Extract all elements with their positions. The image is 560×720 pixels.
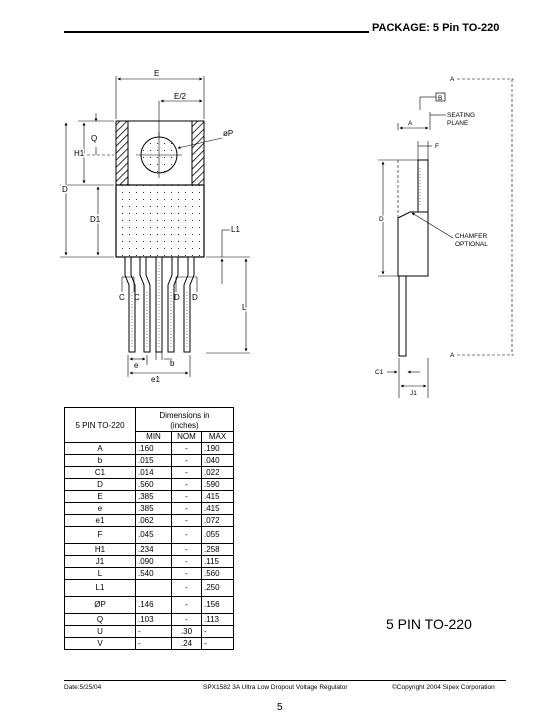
table-dims-header [136, 408, 234, 432]
row-max: .415 [202, 503, 234, 515]
footer-rule [64, 680, 506, 681]
table-row [65, 527, 234, 544]
dims-line2: (inches) [170, 421, 199, 430]
label-A-top: A [450, 76, 455, 83]
row-max: .113 [202, 614, 234, 626]
row-max: .022 [202, 467, 234, 479]
label-D-pin-2: D [192, 293, 198, 302]
row-nom: - [172, 503, 202, 515]
row-symbol: D [65, 479, 136, 491]
label-diam-P: øP [223, 129, 234, 138]
label-plane: PLANE [447, 120, 469, 127]
row-nom: - [172, 527, 202, 544]
row-max: .258 [202, 544, 234, 556]
row-min: .014 [136, 467, 172, 479]
row-max: .156 [202, 597, 234, 614]
row-nom: - [172, 556, 202, 568]
label-L1: L1 [231, 225, 240, 234]
row-nom: - [172, 455, 202, 467]
table-row [65, 491, 234, 503]
row-symbol: L1 [65, 580, 136, 597]
label-e: e [134, 361, 139, 370]
row-min: .234 [136, 544, 172, 556]
row-symbol: F [65, 527, 136, 544]
label-E-half: E/2 [174, 92, 187, 101]
row-nom: - [172, 597, 202, 614]
row-symbol: e [65, 503, 136, 515]
table-row [65, 597, 234, 614]
row-max: .072 [202, 515, 234, 527]
row-symbol: J1 [65, 556, 136, 568]
label-A-bottom: A [450, 352, 455, 359]
label-C1: C1 [375, 369, 384, 376]
row-min: .062 [136, 515, 172, 527]
row-max: - [202, 638, 234, 650]
table-row [65, 626, 234, 638]
row-nom: - [172, 580, 202, 597]
label-D: D [62, 185, 68, 194]
row-nom: - [172, 479, 202, 491]
label-H1: H1 [74, 149, 85, 158]
row-symbol: e1 [65, 515, 136, 527]
row-max: .560 [202, 568, 234, 580]
row-min: .015 [136, 455, 172, 467]
col-nom: NOM [172, 432, 202, 443]
row-symbol: C1 [65, 467, 136, 479]
page-title: PACKAGE: 5 Pin TO-220 [372, 22, 500, 34]
label-e1: e1 [151, 375, 160, 384]
table-row [65, 443, 234, 455]
table-row [65, 479, 234, 491]
row-symbol: A [65, 443, 136, 455]
side-lead [399, 276, 406, 356]
label-D1: D1 [90, 215, 101, 224]
dims-line1: Dimensions in [159, 411, 210, 420]
row-min [136, 580, 172, 597]
row-symbol: E [65, 491, 136, 503]
row-min: .385 [136, 491, 172, 503]
label-b: b [170, 359, 175, 368]
package-caption: 5 PIN TO-220 [386, 616, 472, 632]
row-max: .590 [202, 479, 234, 491]
col-max: MAX [202, 432, 234, 443]
row-min: - [136, 638, 172, 650]
label-Q: Q [91, 134, 98, 143]
row-min: .103 [136, 614, 172, 626]
row-max: .415 [202, 491, 234, 503]
row-max: - [202, 626, 234, 638]
dimensions-table [64, 407, 234, 650]
row-min: .385 [136, 503, 172, 515]
table-row [65, 455, 234, 467]
label-seating: SEATING [447, 112, 476, 119]
label-C-2: C [134, 293, 140, 302]
table-row [65, 614, 234, 626]
row-nom: - [172, 443, 202, 455]
row-nom: - [172, 614, 202, 626]
side-tab [418, 160, 428, 212]
table-row [65, 568, 234, 580]
row-nom: - [172, 515, 202, 527]
row-max: .250 [202, 580, 234, 597]
label-E: E [154, 69, 160, 78]
table-row [65, 544, 234, 556]
label-D-pin-1: D [174, 293, 180, 302]
row-nom: .30 [172, 626, 202, 638]
row-max: .040 [202, 455, 234, 467]
label-A-dim: A [408, 120, 413, 127]
row-min: .146 [136, 597, 172, 614]
row-min: .045 [136, 527, 172, 544]
table-row [65, 556, 234, 568]
row-symbol: U [65, 626, 136, 638]
row-nom: .24 [172, 638, 202, 650]
label-B: B [438, 95, 443, 102]
label-L: L [242, 303, 247, 312]
row-max: .190 [202, 443, 234, 455]
table-row [65, 638, 234, 650]
label-C-1: C [119, 293, 125, 302]
label-F: F [435, 143, 439, 150]
footer-doc: SPX1582 3A Ultra Low Dropout Voltage Regulator [203, 684, 348, 691]
row-min: - [136, 626, 172, 638]
row-min: .160 [136, 443, 172, 455]
footer-copyright: ©Copyright 2004 Sipex Corporation [392, 684, 495, 691]
label-J1: J1 [410, 390, 417, 397]
row-symbol: b [65, 455, 136, 467]
table-row [65, 503, 234, 515]
footer-date: Date:5/25/04 [64, 684, 102, 691]
row-nom: - [172, 467, 202, 479]
row-symbol: Q [65, 614, 136, 626]
row-symbol: H1 [65, 544, 136, 556]
col-min: MIN [136, 432, 172, 443]
side-body [398, 212, 428, 276]
row-nom: - [172, 568, 202, 580]
label-D-side: D [379, 216, 384, 223]
row-min: .560 [136, 479, 172, 491]
row-symbol: L [65, 568, 136, 580]
table-row [65, 580, 234, 597]
row-nom: - [172, 491, 202, 503]
row-symbol: ØP [65, 597, 136, 614]
row-max: .115 [202, 556, 234, 568]
row-min: .540 [136, 568, 172, 580]
row-max: .055 [202, 527, 234, 544]
table-row [65, 515, 234, 527]
page-number: 5 [277, 702, 283, 713]
table-row [65, 467, 234, 479]
label-chamfer: CHAMFER [455, 233, 488, 240]
table-package-label: 5 PIN TO-220 [65, 408, 136, 443]
label-optional: OPTIONAL [455, 241, 488, 248]
row-min: .090 [136, 556, 172, 568]
row-symbol: V [65, 638, 136, 650]
row-nom: - [172, 544, 202, 556]
